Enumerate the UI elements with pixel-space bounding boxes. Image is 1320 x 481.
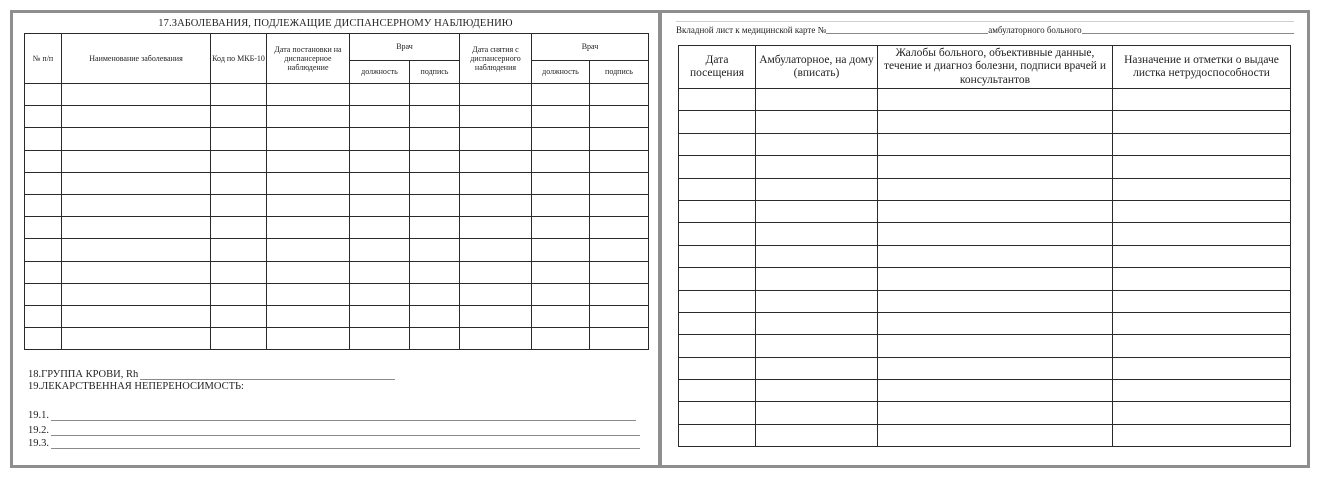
blank-cell[interactable] — [756, 380, 878, 402]
blank-cell[interactable] — [1113, 290, 1291, 312]
blank-cell[interactable] — [679, 335, 756, 357]
blank-cell[interactable] — [350, 194, 410, 216]
blank-cell[interactable] — [756, 200, 878, 222]
dispensary-table-row — [25, 106, 649, 128]
blank-cell[interactable] — [25, 217, 62, 239]
blank-cell[interactable] — [679, 268, 756, 290]
blank-cell[interactable] — [410, 217, 460, 239]
visits-table — [678, 45, 1291, 447]
dispensary-table-row — [25, 261, 649, 283]
header-icd-code: Код по МКБ-10 — [211, 34, 267, 84]
blank-cell[interactable] — [878, 200, 1113, 222]
intolerance-item-label: 19.2. — [28, 425, 49, 436]
header-num: № п/п — [25, 34, 62, 84]
visits-table-row — [679, 156, 1291, 178]
blank-cell[interactable] — [679, 424, 756, 446]
visits-table-row — [679, 290, 1291, 312]
dispensary-table-row — [25, 194, 649, 216]
blank-cell[interactable] — [410, 106, 460, 128]
visits-table-row — [679, 111, 1291, 133]
blank-cell[interactable] — [25, 150, 62, 172]
blank-cell[interactable] — [410, 328, 460, 350]
blank-cell[interactable] — [590, 283, 649, 305]
blank-cell[interactable] — [62, 328, 211, 350]
header-disease-name: Наименование заболевания — [62, 34, 211, 84]
dispensary-table-row — [25, 172, 649, 194]
header-signature-1: подпись — [410, 61, 460, 84]
blank-cell[interactable] — [267, 328, 350, 350]
blank-cell[interactable] — [267, 150, 350, 172]
blank-cell[interactable] — [878, 178, 1113, 200]
blank-cell[interactable] — [532, 172, 590, 194]
blank-cell[interactable] — [1113, 424, 1291, 446]
blank-cell[interactable] — [679, 200, 756, 222]
blank-cell[interactable] — [211, 239, 267, 261]
blank-cell[interactable] — [460, 172, 532, 194]
blank-cell[interactable] — [878, 312, 1113, 334]
dispensary-diseases-table — [24, 33, 649, 350]
blank-cell[interactable] — [350, 283, 410, 305]
blank-cell[interactable] — [25, 194, 62, 216]
blank-cell[interactable] — [25, 84, 62, 106]
blank-cell[interactable] — [267, 194, 350, 216]
blank-cell[interactable] — [756, 424, 878, 446]
dispensary-table-row — [25, 217, 649, 239]
dispensary-table-body — [25, 84, 649, 350]
blank-cell[interactable] — [1113, 268, 1291, 290]
header-signature-2: подпись — [590, 61, 649, 84]
blank-cell[interactable] — [532, 106, 590, 128]
blank-cell[interactable] — [590, 106, 649, 128]
blank-cell[interactable] — [679, 178, 756, 200]
blank-cell[interactable] — [756, 178, 878, 200]
header-complaints: Жалобы больного, объективные данные, течение и диагноз болезни, подписи врачей и консультантов — [878, 46, 1113, 89]
visits-table-row — [679, 245, 1291, 267]
blank-cell[interactable] — [1113, 380, 1291, 402]
insert-suffix: амбулаторного больного — [988, 25, 1082, 35]
insert-prefix: Вкладной лист к медицинской карте № — [676, 25, 827, 35]
blank-cell[interactable] — [878, 268, 1113, 290]
blank-cell[interactable] — [267, 305, 350, 327]
blank-cell[interactable] — [756, 312, 878, 334]
blank-cell[interactable] — [62, 128, 211, 150]
blank-cell[interactable] — [62, 106, 211, 128]
section17-title: 17.ЗАБОЛЕВАНИЯ, ПОДЛЕЖАЩИЕ ДИСПАНСЕРНОМУ НАБЛЮДЕНИЮ — [158, 18, 513, 29]
blank-cell[interactable] — [590, 217, 649, 239]
blank-cell[interactable] — [756, 111, 878, 133]
blank-cell[interactable] — [878, 111, 1113, 133]
blank-cell[interactable] — [62, 150, 211, 172]
blank-cell[interactable] — [1113, 357, 1291, 379]
blank-cell[interactable] — [410, 172, 460, 194]
blank-cell[interactable] — [878, 223, 1113, 245]
blank-cell[interactable] — [62, 239, 211, 261]
blank-cell[interactable] — [267, 106, 350, 128]
intolerance-field-3[interactable] — [28, 438, 640, 450]
blank-cell[interactable] — [460, 128, 532, 150]
blank-cell[interactable] — [679, 133, 756, 155]
blank-cell[interactable] — [679, 223, 756, 245]
blank-cell[interactable] — [878, 133, 1113, 155]
blank-cell[interactable] — [350, 261, 410, 283]
blank-cell[interactable] — [350, 106, 410, 128]
visits-table-row — [679, 200, 1291, 222]
blank-cell[interactable] — [679, 402, 756, 424]
blank-cell[interactable] — [878, 156, 1113, 178]
blank-cell[interactable] — [62, 305, 211, 327]
blank-cell[interactable] — [878, 380, 1113, 402]
visits-table-row — [679, 312, 1291, 334]
blank-cell[interactable] — [679, 89, 756, 111]
blank-cell[interactable] — [756, 223, 878, 245]
blank-cell[interactable] — [878, 89, 1113, 111]
blank-cell[interactable] — [211, 150, 267, 172]
blank-cell[interactable] — [590, 172, 649, 194]
blank-cell[interactable] — [460, 261, 532, 283]
left-page — [10, 10, 660, 468]
blank-cell[interactable] — [211, 194, 267, 216]
blank-cell[interactable] — [410, 194, 460, 216]
blank-cell[interactable] — [62, 194, 211, 216]
blank-cell[interactable] — [410, 150, 460, 172]
header-doctor-2: Врач — [532, 34, 649, 61]
blank-cell[interactable] — [460, 283, 532, 305]
blank-cell[interactable] — [410, 283, 460, 305]
drug-intolerance-label: 19.ЛЕКАРСТВЕННАЯ НЕПЕРЕНОСИМОСТЬ: — [28, 381, 244, 392]
intolerance-line[interactable] — [51, 410, 636, 421]
blank-cell[interactable] — [211, 172, 267, 194]
blank-cell[interactable] — [878, 357, 1113, 379]
blood-group-field[interactable] — [28, 369, 395, 381]
visits-table-row — [679, 357, 1291, 379]
blank-cell[interactable] — [460, 194, 532, 216]
blank-cell[interactable] — [532, 150, 590, 172]
blank-cell[interactable] — [410, 239, 460, 261]
blank-cell[interactable] — [25, 128, 62, 150]
blank-cell[interactable] — [211, 305, 267, 327]
blank-cell[interactable] — [532, 194, 590, 216]
blank-cell[interactable] — [532, 84, 590, 106]
dispensary-table-row — [25, 283, 649, 305]
dispensary-table-row — [25, 328, 649, 350]
blank-cell[interactable] — [756, 268, 878, 290]
blank-cell[interactable] — [590, 239, 649, 261]
blank-cell[interactable] — [267, 283, 350, 305]
blank-cell[interactable] — [25, 328, 62, 350]
blank-cell[interactable] — [211, 328, 267, 350]
blank-cell[interactable] — [1113, 223, 1291, 245]
dispensary-table-row — [25, 239, 649, 261]
blank-cell[interactable] — [211, 128, 267, 150]
blank-cell[interactable] — [25, 305, 62, 327]
visits-table-row — [679, 178, 1291, 200]
blank-cell[interactable] — [1113, 245, 1291, 267]
blank-cell[interactable] — [679, 245, 756, 267]
blank-cell[interactable] — [460, 84, 532, 106]
blank-cell[interactable] — [410, 84, 460, 106]
blank-cell[interactable] — [350, 328, 410, 350]
blank-cell[interactable] — [756, 156, 878, 178]
blank-cell[interactable] — [62, 217, 211, 239]
blank-cell[interactable] — [62, 84, 211, 106]
blank-cell[interactable] — [460, 150, 532, 172]
blank-cell[interactable] — [679, 357, 756, 379]
blank-cell[interactable] — [62, 172, 211, 194]
blank-cell[interactable] — [756, 402, 878, 424]
header-prescriptions: Назначение и отметки о выдаче листка нетрудоспособности — [1113, 46, 1291, 89]
blank-cell[interactable] — [590, 84, 649, 106]
blank-cell[interactable] — [756, 133, 878, 155]
blank-cell[interactable] — [460, 217, 532, 239]
blank-cell[interactable] — [410, 305, 460, 327]
visits-table-body — [679, 89, 1291, 447]
intolerance-item-label: 19.3. — [28, 438, 49, 449]
blank-cell[interactable] — [756, 357, 878, 379]
blank-cell[interactable] — [590, 328, 649, 350]
visits-table-row — [679, 223, 1291, 245]
blank-cell[interactable] — [410, 128, 460, 150]
blank-cell[interactable] — [350, 305, 410, 327]
intolerance-line[interactable] — [51, 438, 640, 449]
blank-cell[interactable] — [878, 424, 1113, 446]
blank-cell[interactable] — [267, 261, 350, 283]
blank-cell[interactable] — [460, 305, 532, 327]
intolerance-line[interactable] — [51, 425, 640, 436]
dispensary-table-row — [25, 305, 649, 327]
blank-cell[interactable] — [25, 283, 62, 305]
header-visit-date: Дата посещения — [679, 46, 756, 89]
blank-cell[interactable] — [532, 239, 590, 261]
header-outpatient-home: Амбулаторное, на дому (вписать) — [756, 46, 878, 89]
blank-cell[interactable] — [532, 261, 590, 283]
dispensary-table-row — [25, 128, 649, 150]
header-doctor-1: Врач — [350, 34, 460, 61]
intolerance-field-2[interactable] — [28, 425, 640, 437]
visits-table-row — [679, 89, 1291, 111]
dispensary-table-row — [25, 150, 649, 172]
blank-cell[interactable] — [1113, 89, 1291, 111]
blank-cell[interactable] — [267, 128, 350, 150]
blank-cell[interactable] — [350, 239, 410, 261]
visits-table-row — [679, 380, 1291, 402]
visits-table-row — [679, 424, 1291, 446]
visits-table-row — [679, 133, 1291, 155]
blank-cell[interactable] — [350, 172, 410, 194]
blank-cell[interactable] — [590, 150, 649, 172]
blank-cell[interactable] — [211, 106, 267, 128]
blank-cell[interactable] — [1113, 402, 1291, 424]
card-number-field[interactable] — [826, 24, 988, 34]
intolerance-item-label: 19.1. — [28, 410, 49, 421]
blood-group-line[interactable] — [140, 369, 395, 380]
blank-cell[interactable] — [460, 328, 532, 350]
blank-cell[interactable] — [532, 283, 590, 305]
blank-cell[interactable] — [532, 305, 590, 327]
patient-name-field[interactable] — [1082, 24, 1294, 34]
visits-table-row — [679, 402, 1291, 424]
blank-cell[interactable] — [25, 172, 62, 194]
blank-cell[interactable] — [25, 261, 62, 283]
blank-cell[interactable] — [679, 380, 756, 402]
blank-cell[interactable] — [878, 290, 1113, 312]
blank-cell[interactable] — [756, 335, 878, 357]
blank-cell[interactable] — [211, 261, 267, 283]
blank-cell[interactable] — [590, 261, 649, 283]
blood-group-label: 18.ГРУППА КРОВИ, Rh — [28, 369, 139, 380]
blank-cell[interactable] — [211, 84, 267, 106]
blank-cell[interactable] — [590, 305, 649, 327]
right-page — [660, 10, 1310, 468]
visits-table-row — [679, 335, 1291, 357]
blank-cell[interactable] — [350, 128, 410, 150]
blank-cell[interactable] — [679, 290, 756, 312]
blank-cell[interactable] — [267, 217, 350, 239]
blank-cell[interactable] — [267, 239, 350, 261]
visits-table-row — [679, 268, 1291, 290]
header-position-2: должность — [532, 61, 590, 84]
blank-cell[interactable] — [1113, 335, 1291, 357]
insert-sheet-header — [676, 21, 1294, 35]
blank-cell[interactable] — [1113, 200, 1291, 222]
blank-cell[interactable] — [267, 84, 350, 106]
blank-cell[interactable] — [62, 261, 211, 283]
dispensary-table-row — [25, 84, 649, 106]
blank-cell[interactable] — [590, 194, 649, 216]
blank-cell[interactable] — [532, 217, 590, 239]
blank-cell[interactable] — [878, 402, 1113, 424]
header-position-1: должность — [350, 61, 410, 84]
blank-cell[interactable] — [756, 89, 878, 111]
blank-cell[interactable] — [1113, 312, 1291, 334]
blank-cell[interactable] — [460, 239, 532, 261]
blank-cell[interactable] — [62, 283, 211, 305]
blank-cell[interactable] — [532, 328, 590, 350]
blank-cell[interactable] — [756, 245, 878, 267]
blank-cell[interactable] — [211, 283, 267, 305]
blank-cell[interactable] — [211, 217, 267, 239]
header-date-registered: Дата постановки на диспансерное наблюдение — [267, 34, 350, 84]
header-date-removed: Дата снятия с диспансерного наблюдения — [460, 34, 532, 84]
blank-cell[interactable] — [1113, 133, 1291, 155]
blank-cell[interactable] — [267, 172, 350, 194]
blank-cell[interactable] — [679, 111, 756, 133]
intolerance-field-1[interactable] — [28, 410, 636, 422]
blank-cell[interactable] — [679, 156, 756, 178]
blank-cell[interactable] — [590, 128, 649, 150]
blank-cell[interactable] — [350, 84, 410, 106]
blank-cell[interactable] — [1113, 178, 1291, 200]
blank-cell[interactable] — [878, 335, 1113, 357]
blank-cell[interactable] — [25, 239, 62, 261]
blank-cell[interactable] — [532, 128, 590, 150]
blank-cell[interactable] — [410, 261, 460, 283]
blank-cell[interactable] — [350, 217, 410, 239]
blank-cell[interactable] — [878, 245, 1113, 267]
blank-cell[interactable] — [460, 106, 532, 128]
blank-cell[interactable] — [350, 150, 410, 172]
blank-cell[interactable] — [756, 290, 878, 312]
blank-cell[interactable] — [1113, 111, 1291, 133]
blank-cell[interactable] — [1113, 156, 1291, 178]
blank-cell[interactable] — [679, 312, 756, 334]
blank-cell[interactable] — [25, 106, 62, 128]
